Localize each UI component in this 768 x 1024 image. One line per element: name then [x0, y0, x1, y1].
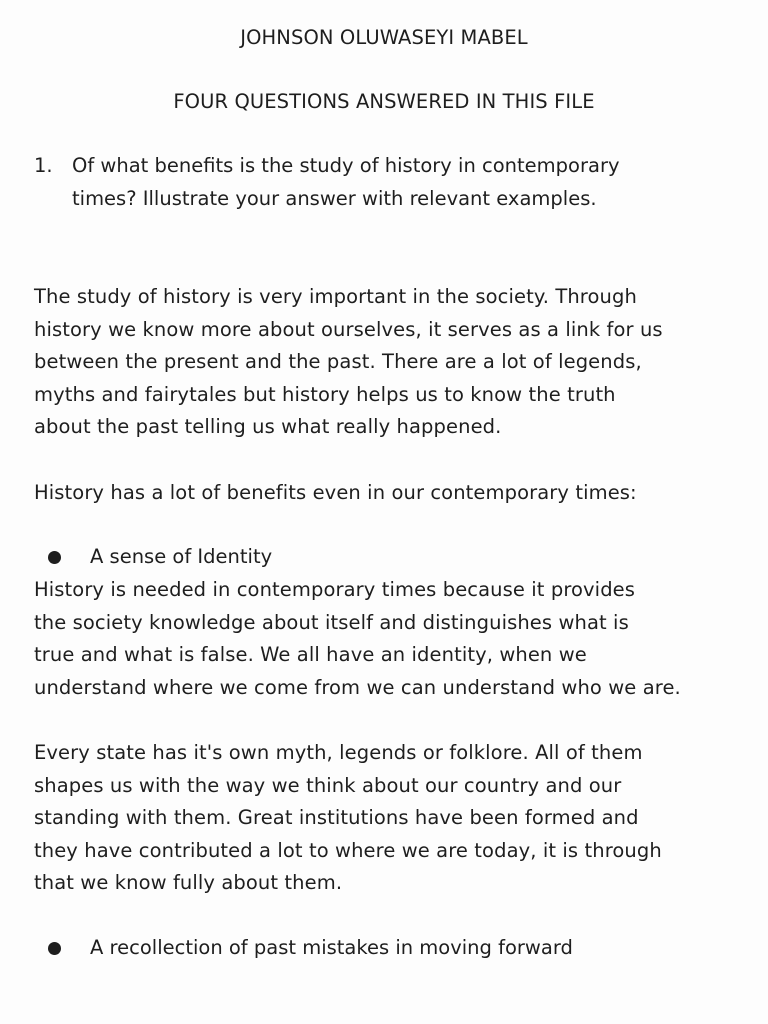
paragraph-line: between the present and the past. There are a lot of legends, [34, 350, 642, 374]
bullet-dot-icon [48, 942, 61, 955]
paragraph-line: myths and fairytales but history helps us to know the truth [34, 382, 616, 406]
paragraph-line: the society knowledge about itself and distinguishes what is [34, 610, 629, 634]
paragraph-line: History is needed in contemporary times because it provides [34, 578, 636, 601]
paragraph-line: that we know fully about them. [34, 871, 343, 895]
paragraph-line: shapes us with the way we think about our country and our [34, 773, 622, 797]
author-name: JOHNSON OLUWASEYI MABEL [240, 26, 528, 49]
paragraph-line: history we know more about ourselves, it serves as a link for us [34, 317, 663, 341]
paragraph-line: about the past telling us what really happened. [34, 415, 502, 439]
question-number: 1. [34, 154, 53, 177]
benefits-lead: History has a lot of benefits even in our contemporary times: [34, 481, 637, 504]
paragraph-line: true and what is false. We all have an identity, when we [34, 643, 587, 667]
paragraph-line: understand where we come from we can understand who we are. [34, 675, 681, 699]
identity-paragraph [34, 574, 734, 704]
intro-paragraph [34, 281, 734, 444]
paragraph-line: Every state has it's own myth, legends or folklore. All of them [34, 741, 643, 764]
bullet-identity-label: A sense of Identity [90, 545, 273, 568]
paragraph-line: The study of history is very important in the society. Through [34, 285, 637, 308]
question-text [72, 150, 732, 215]
bullet-mistakes-label: A recollection of past mistakes in moving forward [90, 936, 573, 959]
paragraph-line: they have contributed a lot to where we are today, it is through [34, 838, 662, 862]
question-line: times? Illustrate your answer with relevant examples. [72, 186, 597, 210]
state-paragraph [34, 737, 734, 900]
document-subtitle: FOUR QUESTIONS ANSWERED IN THIS FILE [173, 90, 595, 113]
paragraph-line: standing with them. Great institutions have been formed and [34, 806, 639, 830]
bullet-dot-icon [48, 551, 61, 564]
question-line: Of what benefits is the study of history in contemporary [72, 154, 620, 177]
